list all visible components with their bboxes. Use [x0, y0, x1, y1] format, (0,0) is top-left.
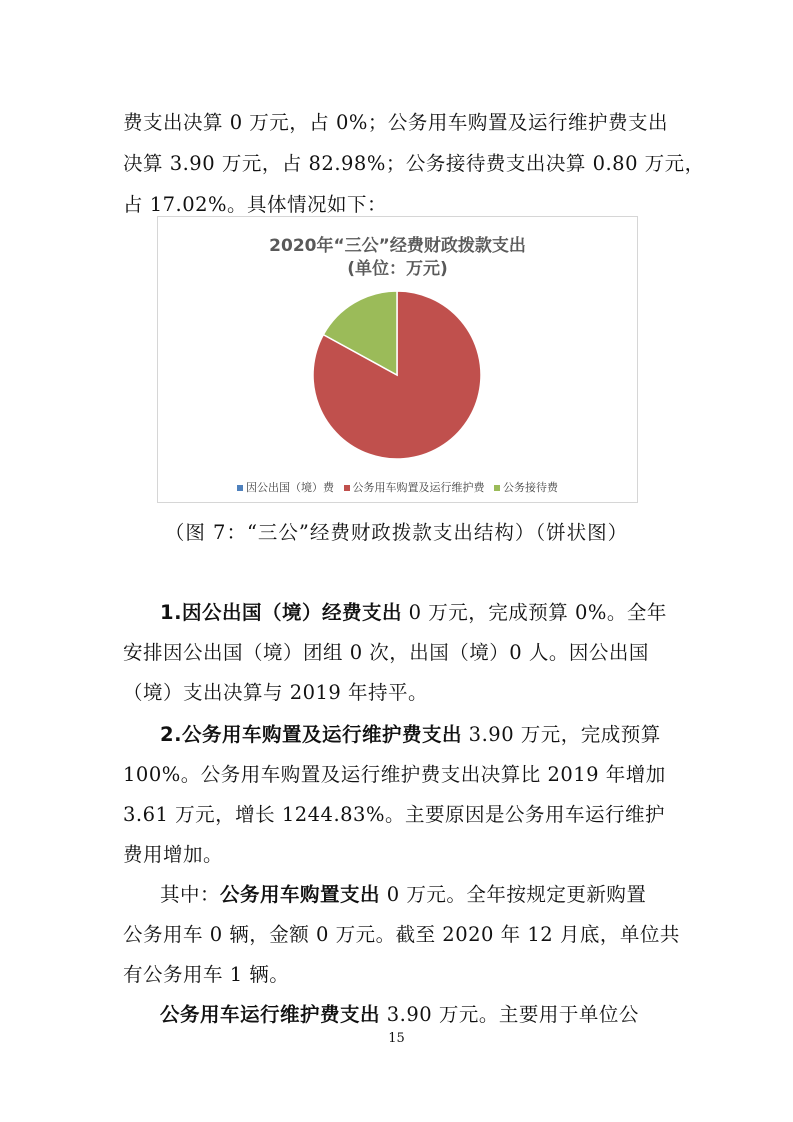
chart-title: 2020年“三公”经费财政拨款支出: [269, 236, 526, 256]
paragraph-line: 费用增加。: [123, 843, 224, 866]
paragraph-text: 0 万元。全年按规定更新购置: [380, 883, 647, 906]
paragraph-line: （境）支出决算与 2019 年持平。: [123, 681, 429, 704]
paragraph-text: 0 万元，完成预算 0%。全年: [401, 601, 667, 624]
legend-item: [494, 479, 558, 495]
section-heading: 公务用车购置支出: [220, 883, 381, 906]
legend-label: 公务接待费: [503, 481, 558, 494]
legend-swatch-blue: [237, 485, 243, 491]
paragraph-line: 费支出决算 0 万元，占 0%；公务用车购置及运行维护费支出: [123, 111, 668, 134]
legend-label: 因公出国（境）费: [246, 481, 334, 494]
paragraph-line: 公务用车 0 辆，金额 0 万元。截至 2020 年 12 月底，单位共: [123, 923, 680, 946]
legend-swatch-green: [494, 485, 500, 491]
paragraph-line: [160, 597, 667, 625]
section-heading: 1.因公出国（境）经费支出: [160, 601, 402, 624]
paragraph-line: 决算 3.90 万元，占 82.98%；公务接待费支出决算 0.80 万元，: [123, 152, 705, 175]
paragraph-line: [160, 719, 661, 747]
legend-swatch-red: [344, 485, 350, 491]
figure-caption: （图 7：“三公”经费财政拨款支出结构）（饼状图）: [164, 521, 629, 544]
section-heading: 公务用车运行维护费支出: [160, 1003, 381, 1026]
legend-item: [344, 479, 485, 495]
paragraph-line: 有公务用车 1 辆。: [123, 963, 290, 986]
section-heading: 2.公务用车购置及运行维护费支出: [160, 723, 462, 746]
paragraph-line: 安排因公出国（境）团组 0 次，出国（境）0 人。因公出国: [123, 641, 649, 664]
paragraph-line: 100%。公务用车购置及运行维护费支出决算比 2019 年增加: [123, 763, 666, 786]
paragraph-text: 3.90 万元，完成预算: [461, 723, 661, 746]
legend-label: 公务用车购置及运行维护费: [352, 481, 485, 494]
pie-chart: [157, 216, 638, 503]
paragraph-line: [160, 879, 646, 907]
pie-svg: [158, 217, 637, 502]
page-number: 15: [388, 1031, 405, 1046]
legend-item: [237, 479, 334, 495]
paragraph-text: 3.90 万元。主要用于单位公: [380, 1003, 639, 1026]
paragraph-text: 其中：: [160, 883, 221, 906]
paragraph-line: 3.61 万元，增长 1244.83%。主要原因是公务用车运行维护: [123, 803, 665, 826]
chart-subtitle: (单位：万元): [347, 259, 448, 279]
paragraph-line: 占 17.02%。具体情况如下：: [123, 193, 388, 216]
paragraph-line: [160, 999, 639, 1027]
chart-legend: [158, 479, 637, 495]
